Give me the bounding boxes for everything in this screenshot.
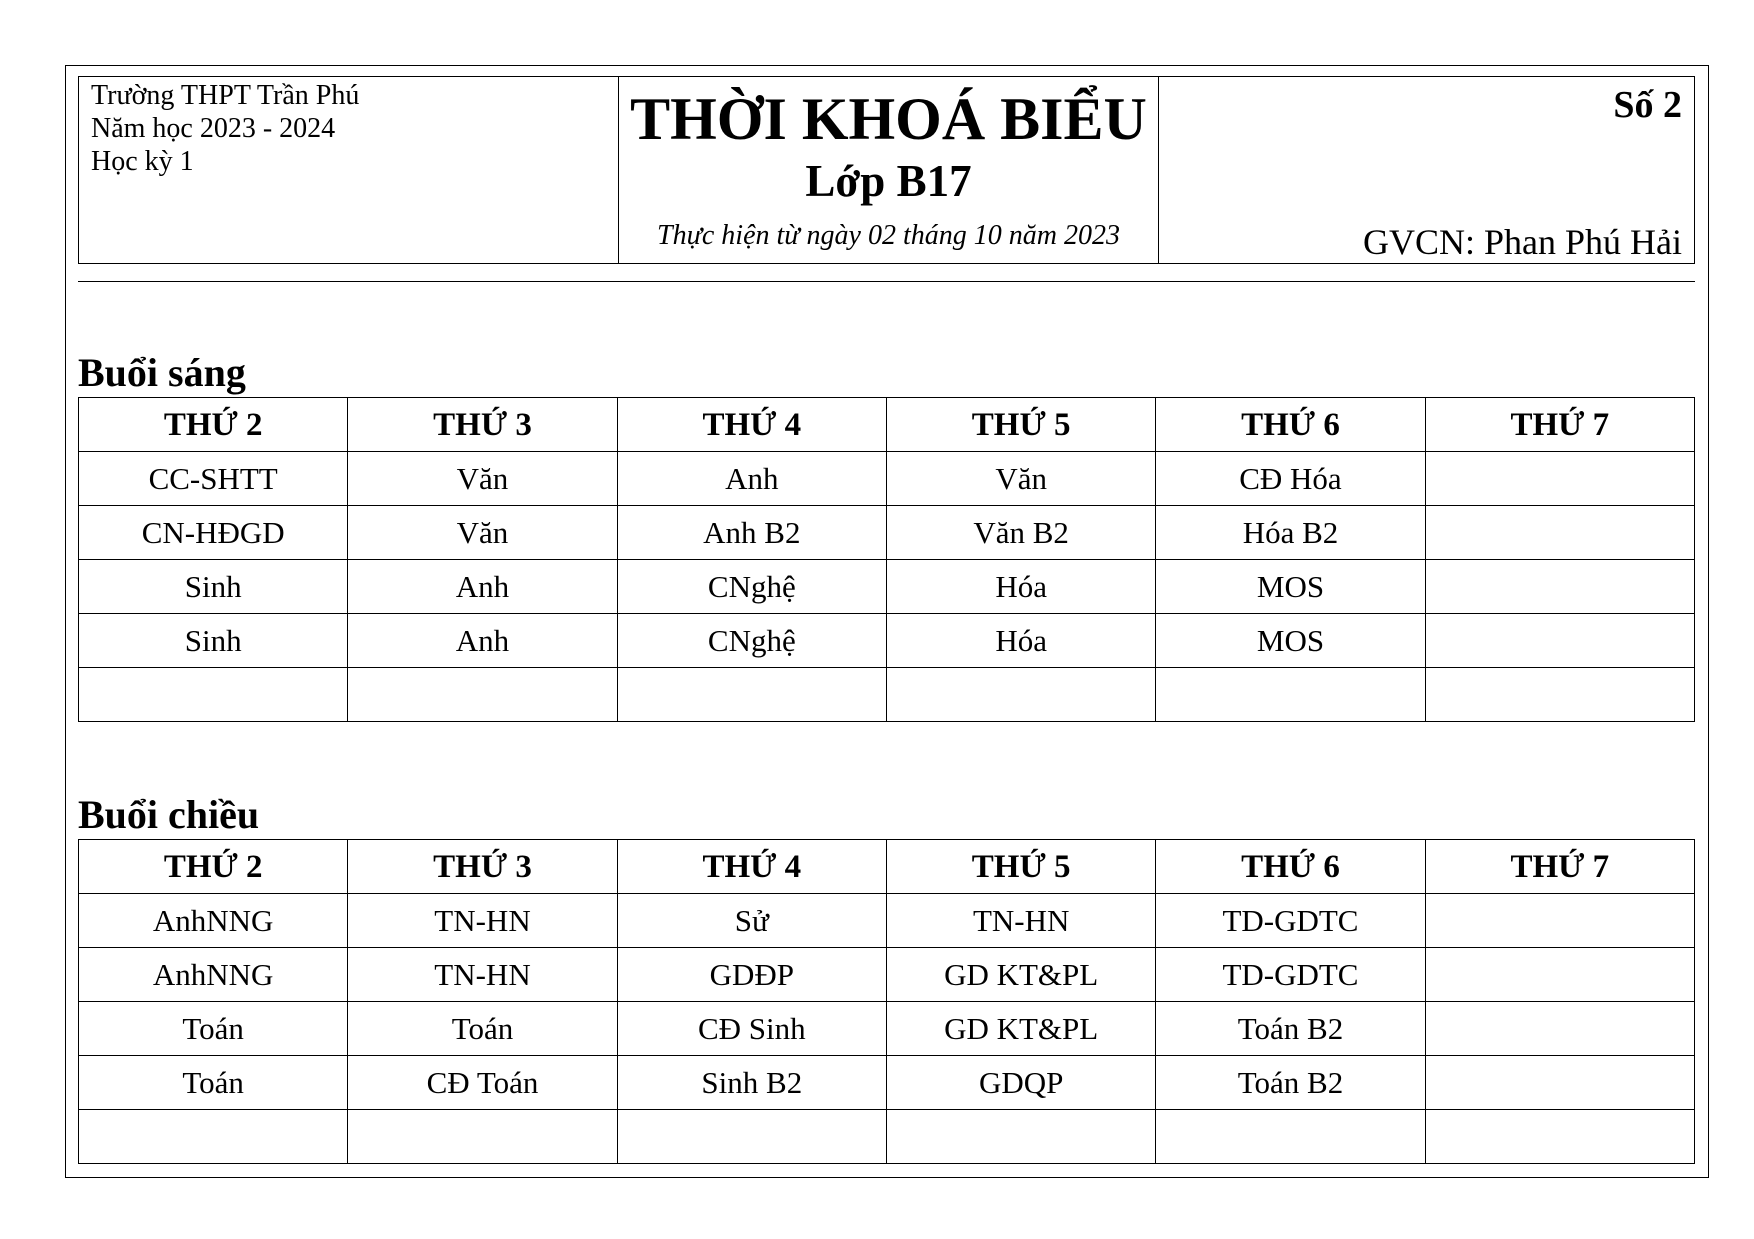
subject-cell: Anh B2 (617, 506, 886, 560)
subject-cell (886, 1110, 1155, 1164)
subject-cell: CC-SHTT (79, 452, 348, 506)
day-header: THỨ 3 (348, 840, 617, 894)
subject-cell: TD-GDTC (1156, 894, 1425, 948)
subject-cell: Sử (617, 894, 886, 948)
subject-cell (1425, 452, 1694, 506)
day-header: THỨ 5 (886, 398, 1155, 452)
subject-cell: Anh (617, 452, 886, 506)
subject-cell: Toán (79, 1056, 348, 1110)
subject-cell: Văn B2 (886, 506, 1155, 560)
subject-cell: GD KT&PL (886, 1002, 1155, 1056)
day-header: THỨ 6 (1156, 840, 1425, 894)
effective-date: Thực hiện từ ngày 02 tháng 10 năm 2023 (657, 220, 1120, 251)
subject-cell: Văn (886, 452, 1155, 506)
day-header: THỨ 2 (79, 398, 348, 452)
subject-cell (348, 668, 617, 722)
subject-cell: CĐ Sinh (617, 1002, 886, 1056)
day-header: THỨ 7 (1425, 398, 1694, 452)
semester: Học kỳ 1 (91, 146, 194, 177)
subject-cell (79, 1110, 348, 1164)
table-row (79, 1110, 1695, 1164)
subject-cell: GDĐP (617, 948, 886, 1002)
subject-cell: AnhNNG (79, 894, 348, 948)
subject-cell: Hóa B2 (1156, 506, 1425, 560)
day-header: THỨ 4 (617, 398, 886, 452)
subject-cell: CNghệ (617, 614, 886, 668)
school-info (79, 77, 619, 263)
table-row (79, 1056, 1695, 1110)
table-row (79, 506, 1695, 560)
day-header: THỨ 5 (886, 840, 1155, 894)
header-row (79, 398, 1695, 452)
subject-cell (348, 1110, 617, 1164)
subject-cell (1425, 1002, 1694, 1056)
subject-cell: Sinh (79, 614, 348, 668)
subject-cell: TN-HN (348, 948, 617, 1002)
subject-cell (886, 668, 1155, 722)
subject-cell (1425, 614, 1694, 668)
subject-cell (1156, 668, 1425, 722)
subject-cell: MOS (1156, 560, 1425, 614)
subject-cell: CN-HĐGD (79, 506, 348, 560)
school-year: Năm học 2023 - 2024 (91, 113, 336, 144)
subject-cell (1425, 506, 1694, 560)
title-block (619, 77, 1159, 263)
subject-cell: CNghệ (617, 560, 886, 614)
subject-cell: Toán B2 (1156, 1056, 1425, 1110)
subject-cell (1425, 894, 1694, 948)
subject-cell (1425, 560, 1694, 614)
header-row (79, 840, 1695, 894)
subject-cell (1425, 1056, 1694, 1110)
day-header: THỨ 7 (1425, 840, 1694, 894)
subject-cell (617, 668, 886, 722)
subject-cell: Toán B2 (1156, 1002, 1425, 1056)
subject-cell: GD KT&PL (886, 948, 1155, 1002)
document-number: Số 2 (1613, 84, 1682, 126)
subject-cell (1425, 668, 1694, 722)
class-name: Lớp B17 (805, 156, 972, 206)
subject-cell: MOS (1156, 614, 1425, 668)
table-row (79, 668, 1695, 722)
table-row (79, 1002, 1695, 1056)
day-header: THỨ 2 (79, 840, 348, 894)
subject-cell: Hóa (886, 560, 1155, 614)
subject-cell (617, 1110, 886, 1164)
subject-cell: CĐ Toán (348, 1056, 617, 1110)
table-row (79, 614, 1695, 668)
subject-cell (1156, 1110, 1425, 1164)
afternoon-timetable (78, 839, 1695, 1164)
subject-cell (79, 668, 348, 722)
subject-cell: Sinh B2 (617, 1056, 886, 1110)
day-header: THỨ 6 (1156, 398, 1425, 452)
homeroom-teacher: GVCN: Phan Phú Hải (1362, 222, 1682, 262)
header-divider (78, 281, 1695, 282)
morning-timetable (78, 397, 1695, 722)
subject-cell: GDQP (886, 1056, 1155, 1110)
subject-cell: Toán (348, 1002, 617, 1056)
subject-cell: TN-HN (348, 894, 617, 948)
subject-cell: AnhNNG (79, 948, 348, 1002)
subject-cell: Văn (348, 506, 617, 560)
table-row (79, 452, 1695, 506)
table-row (79, 894, 1695, 948)
page-title: THỜI KHOÁ BIỂU (630, 86, 1147, 152)
morning-section-title: Buổi sáng (78, 350, 246, 395)
subject-cell: CĐ Hóa (1156, 452, 1425, 506)
subject-cell: Hóa (886, 614, 1155, 668)
subject-cell: TD-GDTC (1156, 948, 1425, 1002)
table-row (79, 948, 1695, 1002)
document-meta (1159, 77, 1694, 263)
day-header: THỨ 3 (348, 398, 617, 452)
school-name: Trường THPT Trần Phú (91, 80, 360, 111)
subject-cell (1425, 948, 1694, 1002)
subject-cell (1425, 1110, 1694, 1164)
afternoon-section-title: Buổi chiều (78, 792, 260, 837)
subject-cell: Văn (348, 452, 617, 506)
subject-cell: Sinh (79, 560, 348, 614)
subject-cell: Anh (348, 560, 617, 614)
subject-cell: TN-HN (886, 894, 1155, 948)
document-header (78, 76, 1695, 264)
subject-cell: Toán (79, 1002, 348, 1056)
subject-cell: Anh (348, 614, 617, 668)
day-header: THỨ 4 (617, 840, 886, 894)
table-row (79, 560, 1695, 614)
